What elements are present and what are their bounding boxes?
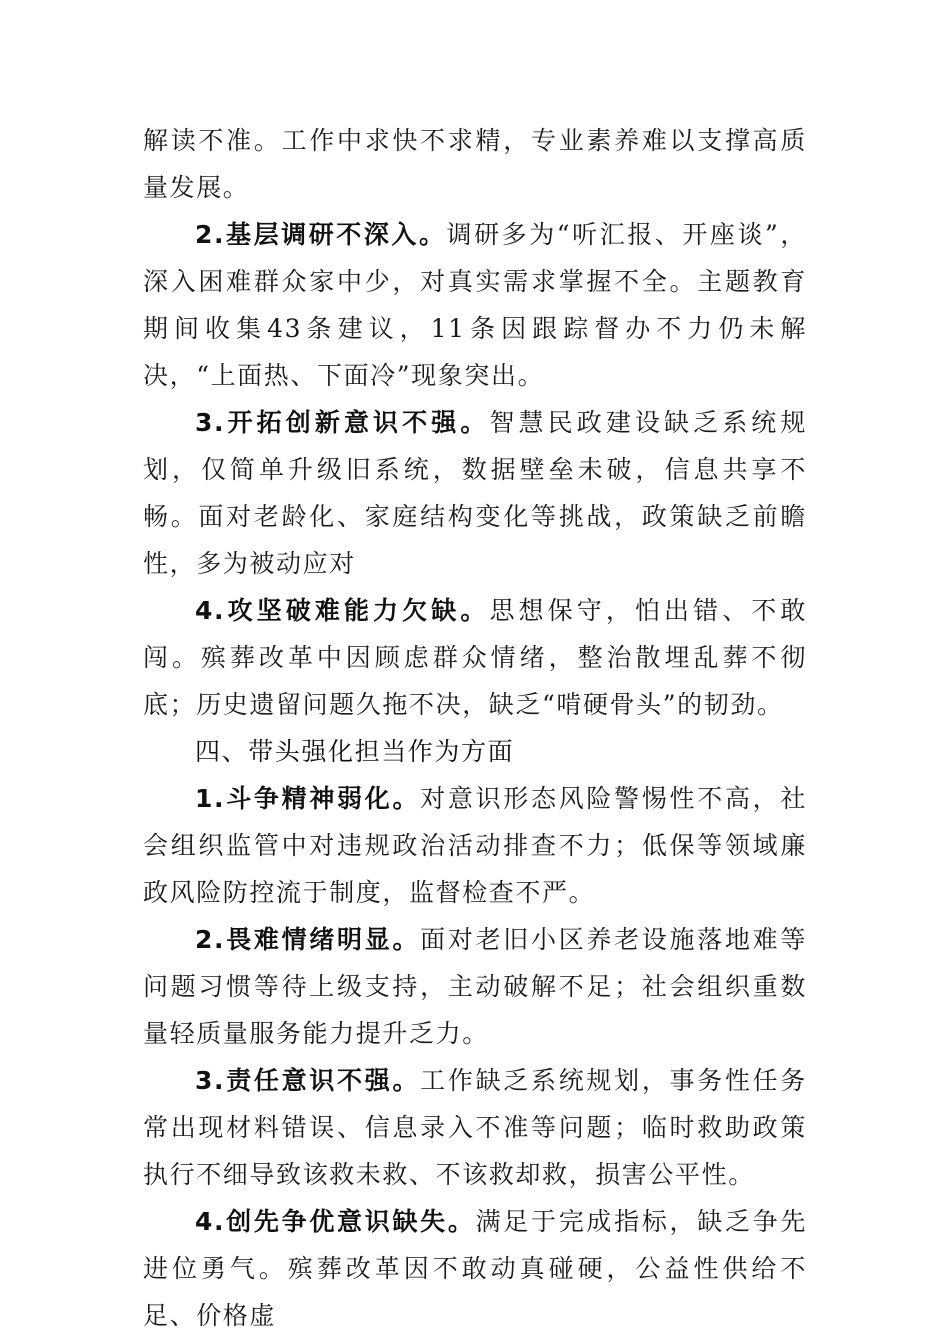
paragraph-item-3-responsibility [143, 1057, 807, 1198]
paragraph-text: 解读不准。工作中求快不求精，专业素养难以支撑高质量发展。 [143, 126, 807, 202]
paragraph-lead: 3.责任意识不强。 [195, 1066, 421, 1095]
paragraph-continuation [143, 117, 807, 211]
paragraph-lead: 3.开拓创新意识不强。 [195, 408, 490, 437]
paragraph-lead: 1.斗争精神弱化。 [195, 784, 421, 813]
paragraph-text: 调研多为“听汇报、开座谈”，深入困难群众家中少，对真实需求掌握不全。主题教育期间收集43条建议，11条因跟踪督办不力仍未解决，“上面热、下面冷”现象突出。 [143, 220, 807, 390]
paragraph-text: 对意识形态风险警惕性不高，社会组织监管中对违规政治活动排查不力；低保等领域廉政风险防控流于制度，监督检查不严。 [143, 784, 807, 907]
paragraph-text: 智慧民政建设缺乏系统规划，仅简单升级旧系统，数据壁垒未破，信息共享不畅。面对老龄化、家庭结构变化等挑战，政策缺乏前瞻性，多为被动应对 [143, 408, 807, 578]
section-heading [143, 728, 807, 775]
paragraph-item-3-innovation [143, 399, 807, 587]
paragraph-item-1-struggle [143, 775, 807, 916]
paragraph-text: 面对老旧小区养老设施落地难等问题习惯等待上级支持，主动破解不足；社会组织重数量轻质量服务能力提升乏力。 [143, 925, 807, 1048]
section-heading-text: 四、带头强化担当作为方面 [195, 737, 515, 766]
document-body [143, 117, 807, 1339]
paragraph-item-4-excellence [143, 1198, 807, 1339]
paragraph-lead: 2.基层调研不深入。 [195, 220, 447, 249]
paragraph-item-4-tackling [143, 587, 807, 728]
paragraph-text: 思想保守，怕出错、不敢闯。殡葬改革中因顾虑群众情绪，整治散埋乱葬不彻底；历史遗留问题久拖不决，缺乏“啃硬骨头”的韧劲。 [143, 596, 807, 719]
paragraph-item-2-research [143, 211, 807, 399]
paragraph-lead: 2.畏难情绪明显。 [195, 925, 421, 954]
paragraph-lead: 4.创先争优意识缺失。 [195, 1207, 476, 1236]
paragraph-text: 满足于完成指标，缺乏争先进位勇气。殡葬改革因不敢动真碰硬，公益性供给不足、价格虚 [143, 1207, 807, 1330]
paragraph-item-2-fear [143, 916, 807, 1057]
paragraph-lead: 4.攻坚破难能力欠缺。 [195, 596, 490, 625]
paragraph-text: 工作缺乏系统规划，事务性任务常出现材料错误、信息录入不准等问题；临时救助政策执行不细导致该救未救、不该救却救，损害公平性。 [143, 1066, 807, 1189]
